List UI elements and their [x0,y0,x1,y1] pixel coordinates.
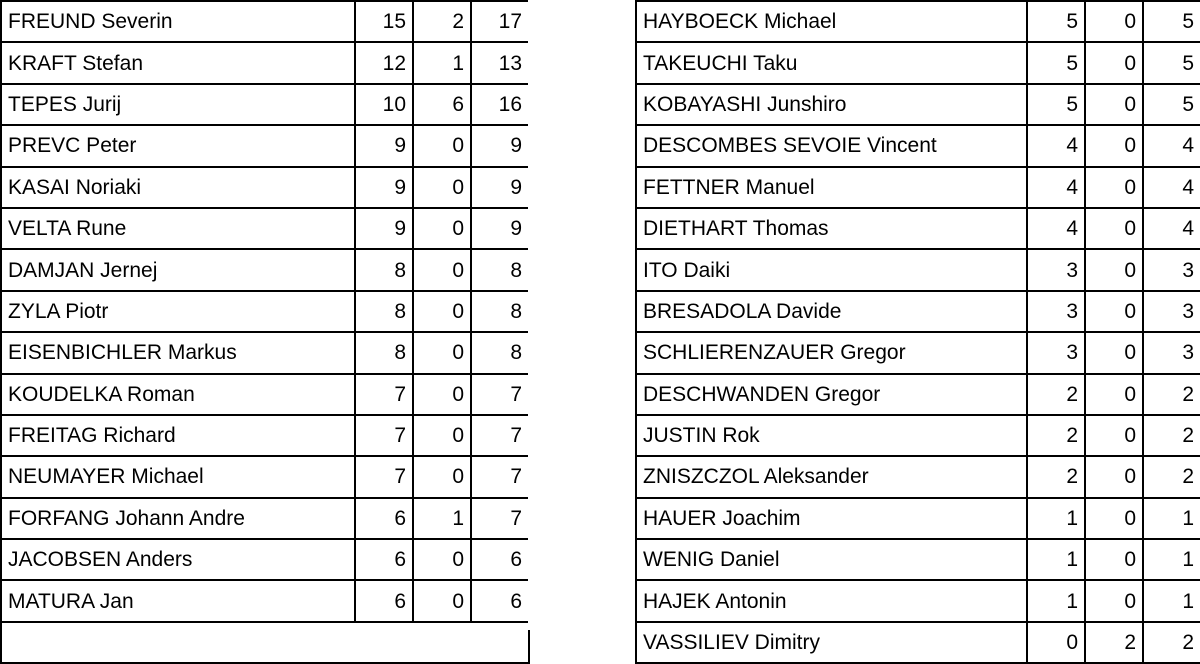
athlete-name: WENIG Daniel [636,539,1027,580]
athlete-name: KOBAYASHI Junshiro [636,84,1027,125]
value-2: 0 [1085,415,1143,456]
value-2: 6 [413,84,471,125]
athlete-name: HAJEK Antonin [636,580,1027,621]
value-2: 0 [1085,456,1143,497]
value-total: 6 [471,539,529,580]
value-2: 0 [1085,84,1143,125]
table-row[interactable] [636,84,1200,125]
value-1: 7 [355,415,413,456]
table-row[interactable] [1,84,529,125]
column-gap [528,0,635,630]
athlete-name: DESCHWANDEN Gregor [636,374,1027,415]
value-total: 9 [471,167,529,208]
value-total: 4 [1143,167,1200,208]
value-2: 0 [413,456,471,497]
athlete-name: JACOBSEN Anders [1,539,355,580]
table-row[interactable] [1,167,529,208]
value-1: 7 [355,374,413,415]
athlete-name: JUSTIN Rok [636,415,1027,456]
athlete-name: DESCOMBES SEVOIE Vincent [636,125,1027,166]
athlete-name: FREUND Severin [1,1,355,42]
empty-cell [1,622,529,663]
value-total: 3 [1143,332,1200,373]
value-2: 0 [413,580,471,621]
value-total: 4 [1143,125,1200,166]
value-2: 0 [1085,539,1143,580]
right-table-panel [635,0,1200,655]
value-1: 2 [1027,456,1085,497]
value-1: 1 [1027,498,1085,539]
table-row[interactable] [1,539,529,580]
athlete-name: TEPES Jurij [1,84,355,125]
table-row[interactable] [636,249,1200,290]
value-total: 2 [1143,456,1200,497]
value-2: 0 [1085,374,1143,415]
value-1: 3 [1027,332,1085,373]
table-row[interactable] [636,42,1200,83]
value-1: 2 [1027,374,1085,415]
value-1: 3 [1027,291,1085,332]
value-1: 5 [1027,84,1085,125]
value-2: 0 [1085,498,1143,539]
value-total: 5 [1143,84,1200,125]
value-1: 1 [1027,580,1085,621]
value-total: 17 [471,1,529,42]
athlete-name: ZNISZCZOL Aleksander [636,456,1027,497]
table-row[interactable] [1,208,529,249]
athlete-name: TAKEUCHI Taku [636,42,1027,83]
value-1: 9 [355,167,413,208]
table-row[interactable] [1,332,529,373]
table-row[interactable] [1,498,529,539]
athlete-name: ITO Daiki [636,249,1027,290]
value-2: 0 [1085,208,1143,249]
value-1: 5 [1027,42,1085,83]
value-1: 4 [1027,125,1085,166]
value-1: 8 [355,291,413,332]
value-total: 7 [471,374,529,415]
value-total: 9 [471,208,529,249]
value-2: 0 [413,415,471,456]
left-table-panel [0,0,528,630]
value-2: 0 [413,208,471,249]
value-1: 2 [1027,415,1085,456]
table-row[interactable] [636,208,1200,249]
value-total: 5 [1143,42,1200,83]
value-1: 4 [1027,167,1085,208]
athlete-name: SCHLIERENZAUER Gregor [636,332,1027,373]
table-row[interactable] [1,580,529,621]
left-results-table [0,0,530,664]
athlete-name: DIETHART Thomas [636,208,1027,249]
value-total: 3 [1143,249,1200,290]
value-1: 1 [1027,539,1085,580]
table-row[interactable] [1,249,529,290]
value-2: 0 [413,332,471,373]
value-1: 8 [355,332,413,373]
athlete-name: MATURA Jan [1,580,355,621]
athlete-name: KRAFT Stefan [1,42,355,83]
right-table-body [636,1,1200,663]
table-row[interactable] [636,374,1200,415]
athlete-name: PREVC Peter [1,125,355,166]
athlete-name: BRESADOLA Davide [636,291,1027,332]
value-total: 2 [1143,622,1200,663]
value-1: 5 [1027,1,1085,42]
value-total: 7 [471,456,529,497]
athlete-name: HAUER Joachim [636,498,1027,539]
value-total: 1 [1143,498,1200,539]
table-row[interactable] [636,456,1200,497]
value-total: 7 [471,415,529,456]
value-total: 1 [1143,580,1200,621]
value-2: 0 [1085,291,1143,332]
table-row[interactable] [636,498,1200,539]
value-total: 6 [471,580,529,621]
right-results-table [635,0,1200,664]
value-2: 0 [413,125,471,166]
value-total: 7 [471,498,529,539]
table-row[interactable] [636,291,1200,332]
value-1: 9 [355,125,413,166]
value-total: 13 [471,42,529,83]
value-2: 2 [1085,622,1143,663]
value-1: 10 [355,84,413,125]
table-row[interactable] [636,580,1200,621]
value-2: 1 [413,498,471,539]
value-1: 12 [355,42,413,83]
value-2: 0 [1085,167,1143,208]
table-row[interactable] [1,374,529,415]
value-1: 6 [355,580,413,621]
value-2: 0 [1085,580,1143,621]
athlete-name: EISENBICHLER Markus [1,332,355,373]
table-row[interactable] [636,125,1200,166]
athlete-name: VELTA Rune [1,208,355,249]
athlete-name: HAYBOECK Michael [636,1,1027,42]
value-total: 5 [1143,1,1200,42]
table-row[interactable] [636,332,1200,373]
value-1: 9 [355,208,413,249]
athlete-name: KASAI Noriaki [1,167,355,208]
value-1: 7 [355,456,413,497]
table-row[interactable] [636,167,1200,208]
value-total: 2 [1143,415,1200,456]
table-row[interactable] [636,622,1200,663]
table-row[interactable] [1,1,529,42]
athlete-name: FREITAG Richard [1,415,355,456]
athlete-name: ZYLA Piotr [1,291,355,332]
table-row[interactable] [1,456,529,497]
table-row[interactable] [636,1,1200,42]
value-2: 0 [1085,1,1143,42]
table-row[interactable] [1,125,529,166]
left-table-body [1,1,529,663]
value-2: 0 [1085,42,1143,83]
value-1: 8 [355,249,413,290]
value-1: 4 [1027,208,1085,249]
value-total: 16 [471,84,529,125]
athlete-name: FORFANG Johann Andre [1,498,355,539]
athlete-name: NEUMAYER Michael [1,456,355,497]
value-2: 1 [413,42,471,83]
value-1: 15 [355,1,413,42]
value-total: 1 [1143,539,1200,580]
athlete-name: DAMJAN Jernej [1,249,355,290]
value-2: 0 [413,374,471,415]
value-total: 8 [471,332,529,373]
value-1: 3 [1027,249,1085,290]
table-row[interactable] [1,42,529,83]
value-total: 2 [1143,374,1200,415]
table-row[interactable] [636,415,1200,456]
value-total: 9 [471,125,529,166]
value-2: 0 [413,539,471,580]
value-2: 0 [1085,249,1143,290]
value-total: 8 [471,291,529,332]
athlete-name: VASSILIEV Dimitry [636,622,1027,663]
value-2: 2 [413,1,471,42]
table-row[interactable] [636,539,1200,580]
value-total: 3 [1143,291,1200,332]
value-total: 4 [1143,208,1200,249]
table-row-empty[interactable] [1,622,529,663]
value-2: 0 [413,167,471,208]
value-1: 6 [355,498,413,539]
value-total: 8 [471,249,529,290]
value-1: 0 [1027,622,1085,663]
table-row[interactable] [1,291,529,332]
value-2: 0 [1085,125,1143,166]
value-2: 0 [413,291,471,332]
athlete-name: FETTNER Manuel [636,167,1027,208]
table-row[interactable] [1,415,529,456]
value-2: 0 [1085,332,1143,373]
value-1: 6 [355,539,413,580]
value-2: 0 [413,249,471,290]
athlete-name: KOUDELKA Roman [1,374,355,415]
